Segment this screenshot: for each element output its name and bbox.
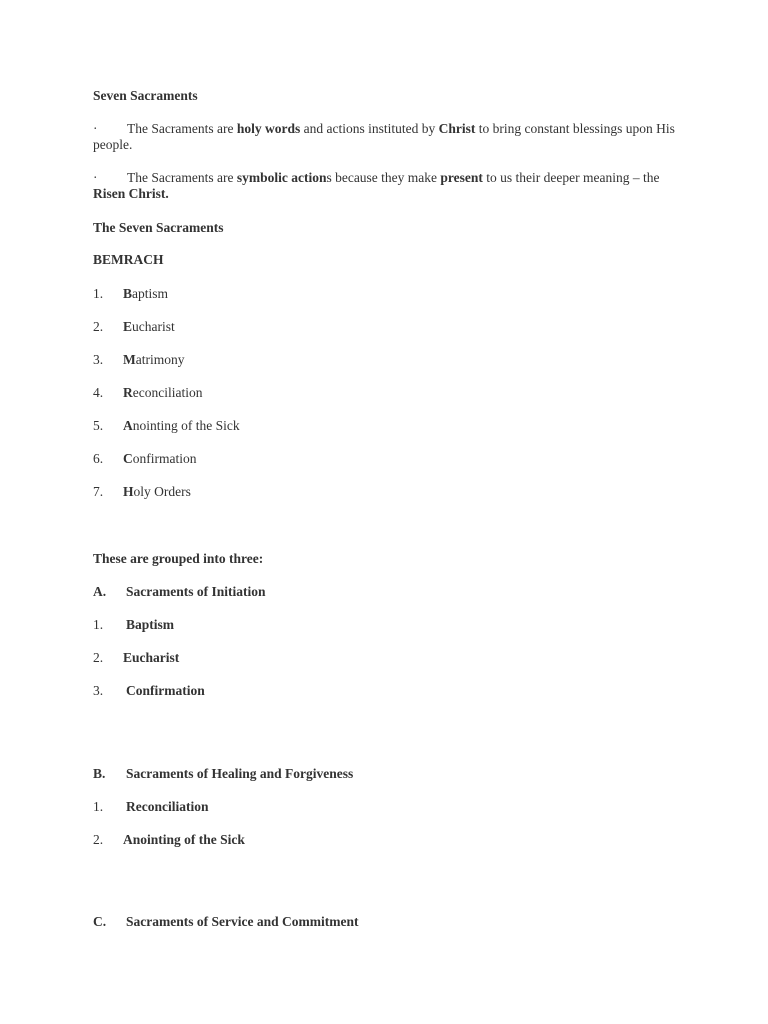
group-heading-c: C. Sacraments of Service and Commitment <box>93 914 359 929</box>
group-item: 1. Baptism <box>93 617 175 632</box>
document-title: Seven Sacraments <box>93 88 198 103</box>
bullet-paragraph-1: · The Sacraments are holy words and actions instituted by Christ to bring constant blessings upon His people. <box>93 121 675 152</box>
group-item: 3. Confirmation <box>93 683 205 698</box>
group-item: 2. Eucharist <box>93 650 180 665</box>
group-heading-a: A. Sacraments of Initiation <box>93 584 266 599</box>
list-item: 4. Reconciliation <box>93 385 203 400</box>
section-subtitle: The Seven Sacraments <box>93 220 224 235</box>
list-item: 6. Confirmation <box>93 451 197 466</box>
mnemonic: BEMRACH <box>93 252 164 267</box>
list-item: 7. Holy Orders <box>93 484 191 499</box>
list-item: 3. Matrimony <box>93 352 185 367</box>
group-item: 2. Anointing of the Sick <box>93 832 245 847</box>
group-heading-b: B. Sacraments of Healing and Forgiveness <box>93 766 354 781</box>
bullet-paragraph-2: · The Sacraments are symbolic actions because they make present to us their deeper meaning – the Risen Christ. <box>93 170 660 201</box>
bullet-marker: · <box>93 170 98 185</box>
list-item: 2. Eucharist <box>93 319 175 334</box>
list-item: 1. Baptism <box>93 286 169 301</box>
grouped-intro: These are grouped into three: <box>93 551 264 566</box>
list-item: 5. Anointing of the Sick <box>93 418 240 433</box>
group-item: 1. Reconciliation <box>93 799 209 814</box>
bullet-marker: · <box>93 121 98 136</box>
